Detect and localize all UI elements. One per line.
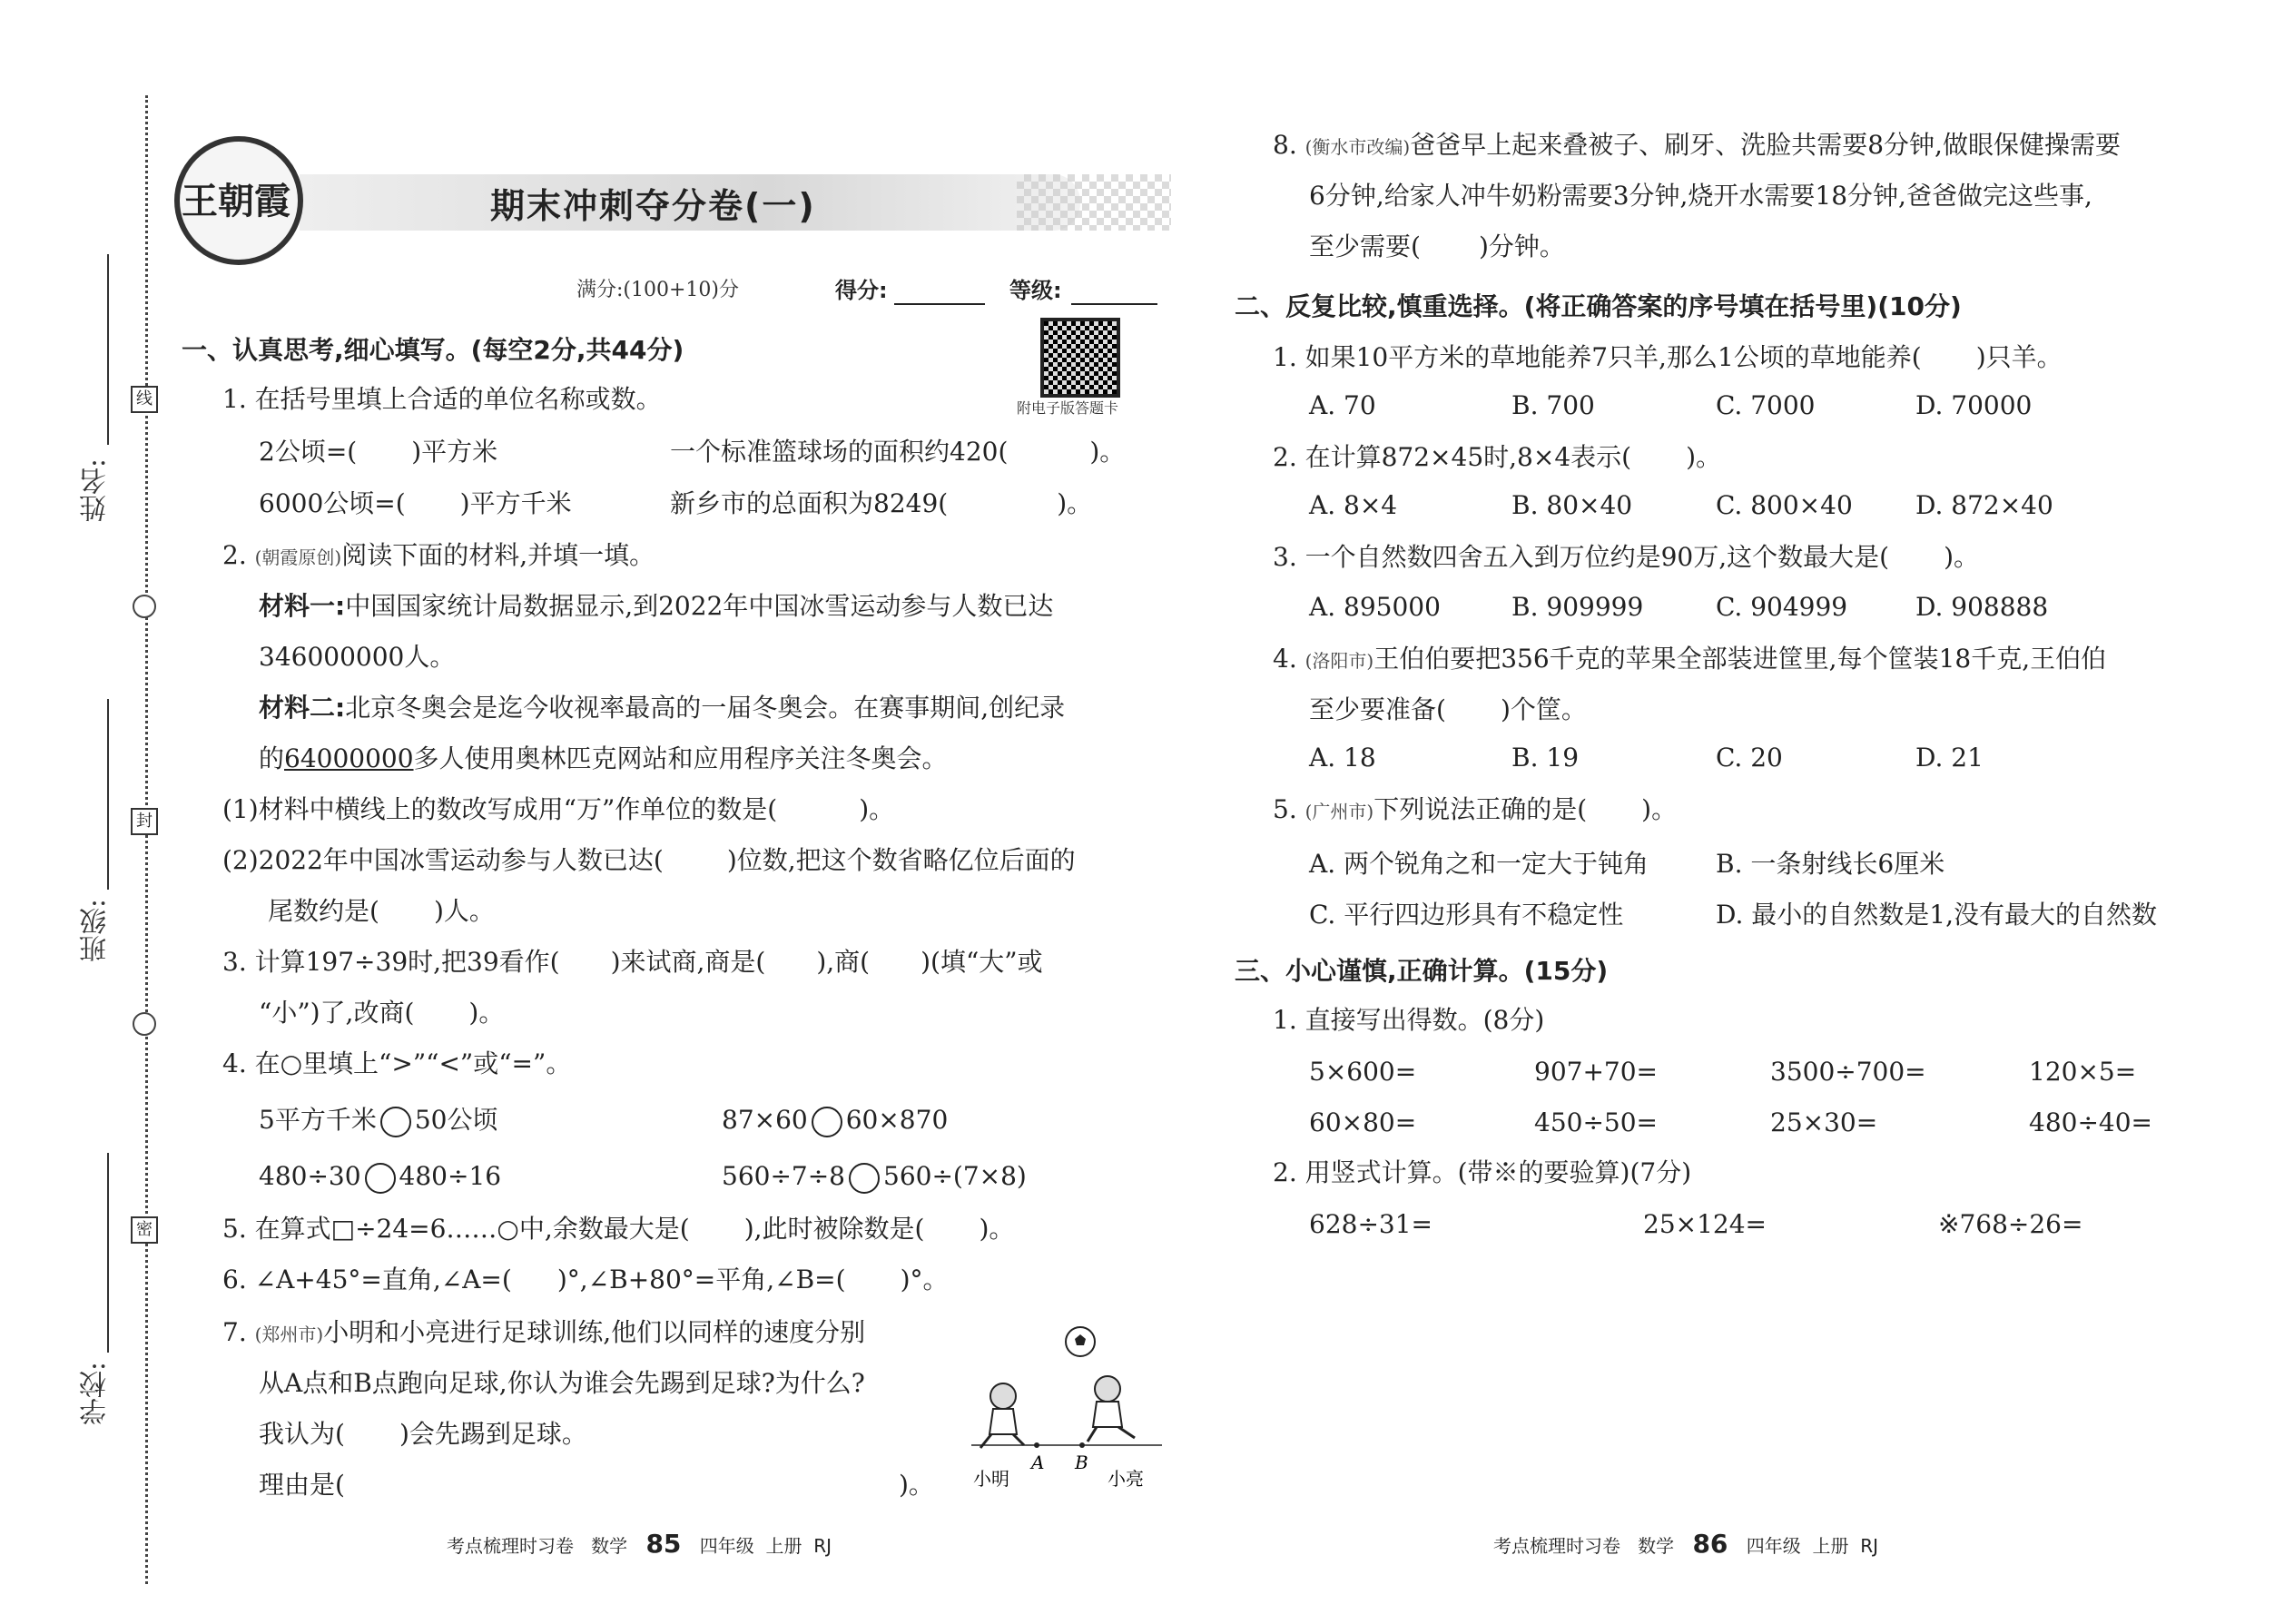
q4-text: 4. 在○里填上“>”“<”或“=”。: [222, 1048, 572, 1078]
k1-text: 1. 直接写出得数。(8分): [1273, 1005, 1545, 1035]
page-title: 期末冲刺夺分卷(一): [490, 186, 816, 226]
vertical-calc-item[interactable]: 25×124=: [1643, 1209, 1767, 1239]
c5-option-d[interactable]: D. 最小的自然数是1,没有最大的自然数: [1716, 900, 2157, 930]
c5-text: 5. (广州市)下列说法正确的是( )。: [1273, 794, 1678, 824]
c2-text: 2. 在计算872×45时,8×4表示( )。: [1273, 442, 1722, 472]
q2-sub2-cont: 尾数约是( )人。: [268, 896, 495, 926]
vertical-calc-item[interactable]: ※768÷26=: [1938, 1209, 2083, 1239]
c2-option-d[interactable]: D. 872×40: [1915, 490, 2053, 520]
boy-xiaoming-icon: [980, 1383, 1024, 1448]
c4-option-d[interactable]: D. 21: [1915, 743, 1984, 773]
q8-text: 8. (衡水市改编)爸爸早上起来叠被子、刷牙、洗脸共需要8分钟,做眼保健操需要: [1273, 130, 2121, 160]
title-checker-decoration: [1017, 174, 1171, 231]
c2-option-b[interactable]: B. 80×40: [1511, 490, 1633, 520]
xiaoliang-label: 小亮: [1108, 1468, 1144, 1489]
c5-option-a[interactable]: A. 两个锐角之和一定大于钝角: [1309, 849, 1649, 879]
name-label: 姓名:: [80, 458, 112, 523]
k2-text: 2. 用竖式计算。(带※的要验算)(7分): [1273, 1157, 1692, 1187]
c4-text: 4. (洛阳市)王伯伯要把356千克的苹果全部装进筐里,每个筐装18千克,王伯伯: [1273, 644, 2107, 674]
c2-option-c[interactable]: C. 800×40: [1716, 490, 1853, 520]
q7-text: 7. (郑州市)小明和小亮进行足球训练,他们以同样的速度分别: [222, 1317, 866, 1347]
xiaoming-label: 小明: [973, 1468, 1009, 1489]
compare-circle[interactable]: [812, 1107, 842, 1137]
class-write-line: [107, 699, 109, 890]
boy-xiaoliang-icon: [1088, 1376, 1135, 1442]
calc-item[interactable]: 5×600=: [1309, 1057, 1417, 1087]
score-label: 得分:: [835, 278, 888, 303]
q8-text-2: 6分钟,给家人冲牛奶粉需要3分钟,烧开水需要18分钟,爸爸做完这些事,: [1309, 181, 2092, 211]
seal-mark-mi: 密: [131, 1216, 158, 1244]
calc-item[interactable]: 3500÷700=: [1770, 1057, 1926, 1087]
compare-circle[interactable]: [380, 1107, 411, 1137]
q4-item-a: 5平方千米 50公顷: [259, 1102, 497, 1138]
c3-option-c[interactable]: C. 904999: [1716, 592, 1848, 622]
footer-left: 考点梳理时习卷 数学 85 四年级 上册 RJ: [447, 1529, 832, 1559]
q3-text: 3. 计算197÷39时,把39看作( )来试商,商是( ),商( )(填“大”或: [222, 947, 1043, 977]
q7-text-3: 我认为( )会先踢到足球。: [259, 1419, 587, 1449]
footer-right: 考点梳理时习卷 数学 86 四年级 上册 RJ: [1493, 1529, 1878, 1559]
c3-option-d[interactable]: D. 908888: [1915, 592, 2049, 622]
q5-text: 5. 在算式□÷24=6……○中,余数最大是( ),此时被除数是( )。: [222, 1214, 1015, 1244]
c2-option-a[interactable]: A. 8×4: [1309, 490, 1398, 520]
calc-item[interactable]: 60×80=: [1309, 1107, 1417, 1137]
q6-text: 6. ∠A+45°=直角,∠A=( )°,∠B+80°=平角,∠B=( )°。: [222, 1265, 949, 1294]
c1-text: 1. 如果10平方米的草地能养7只羊,那么1公顷的草地能养( )只羊。: [1273, 342, 2063, 372]
c1-option-b[interactable]: B. 700: [1511, 390, 1595, 420]
page-number: 85: [645, 1529, 682, 1559]
seal-mark-xian: 线: [131, 386, 158, 413]
c4-text-2: 至少要准备( )个筐。: [1309, 694, 1587, 724]
material-2-cont: 的64000000多人使用奥林匹克网站和应用程序关注冬奥会。: [259, 743, 948, 773]
grade-field[interactable]: [1071, 303, 1157, 305]
calc-item[interactable]: 450÷50=: [1534, 1107, 1658, 1137]
section-2-heading: 二、反复比较,慎重选择。(将正确答案的序号填在括号里)(10分): [1235, 291, 1962, 321]
binding-cut-line: [145, 95, 148, 1584]
c3-option-b[interactable]: B. 909999: [1511, 592, 1644, 622]
section-1-heading: 一、认真思考,细心填写。(每空2分,共44分): [182, 335, 684, 365]
full-score: 满分:(100+10)分: [576, 279, 739, 301]
section-3-heading: 三、小心谨慎,正确计算。(15分): [1235, 956, 1609, 986]
c3-option-a[interactable]: A. 895000: [1309, 592, 1441, 622]
compare-circle[interactable]: [365, 1163, 396, 1194]
vertical-calc-item[interactable]: 628÷31=: [1309, 1209, 1433, 1239]
q4-item-d: 560÷7÷8 560÷(7×8): [722, 1158, 1027, 1195]
football-figure: [971, 1325, 1162, 1489]
school-write-line: [107, 1153, 109, 1353]
q2-text: 2. (朝霞原创)阅读下面的材料,并填一填。: [222, 540, 655, 570]
c5-option-b[interactable]: B. 一条射线长6厘米: [1716, 849, 1945, 879]
c1-option-a[interactable]: A. 70: [1309, 390, 1376, 420]
compare-circle[interactable]: [849, 1163, 880, 1194]
c5-option-c[interactable]: C. 平行四边形具有不稳定性: [1309, 900, 1624, 930]
name-write-line: [107, 254, 109, 445]
c4-option-b[interactable]: B. 19: [1511, 743, 1580, 773]
binding-hole: [133, 595, 156, 618]
school-label: 学校:: [80, 1362, 112, 1426]
q4-item-c: 480÷30 480÷16: [259, 1158, 501, 1195]
q2-sub2: (2)2022年中国冰雪运动参与人数已达( )位数,把这个数省略亿位后面的: [222, 845, 1076, 875]
material-1-cont: 346000000人。: [259, 642, 456, 672]
q1-item-b: 一个标准篮球场的面积约420( )。: [670, 437, 1126, 467]
brand-logo-text: 王朝霞: [182, 180, 290, 222]
class-label: 班级:: [80, 899, 112, 963]
q4-item-b: 87×60 60×870: [722, 1102, 948, 1138]
q1-item-d: 新乡市的总面积为8249( )。: [670, 488, 1093, 518]
point-a-label: A: [1031, 1452, 1045, 1473]
q1-item-a: 2公顷=( )平方米: [259, 437, 498, 467]
page-number: 86: [1692, 1529, 1728, 1559]
c4-option-a[interactable]: A. 18: [1309, 743, 1376, 773]
q7-text-2: 从A点和B点跑向足球,你认为谁会先踢到足球?为什么?: [259, 1368, 865, 1398]
score-field[interactable]: [894, 303, 985, 305]
calc-item[interactable]: 480÷40=: [2029, 1107, 2152, 1137]
calc-item[interactable]: 25×30=: [1770, 1107, 1878, 1137]
calc-item[interactable]: 907+70=: [1534, 1057, 1658, 1087]
qr-caption: 附电子版答题卡: [1017, 399, 1119, 417]
calc-item[interactable]: 120×5=: [2029, 1057, 2137, 1087]
seal-mark-feng: 封: [131, 808, 158, 835]
c1-option-c[interactable]: C. 7000: [1716, 390, 1816, 420]
material-1: 材料一:中国国家统计局数据显示,到2022年中国冰雪运动参与人数已达: [259, 591, 1054, 621]
q1-item-c: 6000公顷=( )平方千米: [259, 488, 572, 518]
point-b-label: B: [1075, 1452, 1088, 1473]
q3-text-cont: “小”)了,改商( )。: [259, 998, 505, 1028]
q2-sub1: (1)材料中横线上的数改写成用“万”作单位的数是( )。: [222, 794, 895, 824]
q8-text-3: 至少需要( )分钟。: [1309, 231, 1565, 261]
binding-hole: [133, 1012, 156, 1036]
c1-option-d[interactable]: D. 70000: [1915, 390, 2033, 420]
c3-text: 3. 一个自然数四舍五入到万位约是90万,这个数最大是( )。: [1273, 542, 1980, 572]
q1-text: 1. 在括号里填上合适的单位名称或数。: [222, 384, 662, 414]
qr-code[interactable]: [1040, 318, 1120, 398]
q7-text-4: 理由是( )。: [259, 1470, 934, 1500]
grade-label: 等级:: [1009, 278, 1062, 303]
material-2: 材料二:北京冬奥会是迄今收视率最高的一届冬奥会。在赛事期间,创纪录: [259, 693, 1066, 723]
c4-option-c[interactable]: C. 20: [1716, 743, 1783, 773]
